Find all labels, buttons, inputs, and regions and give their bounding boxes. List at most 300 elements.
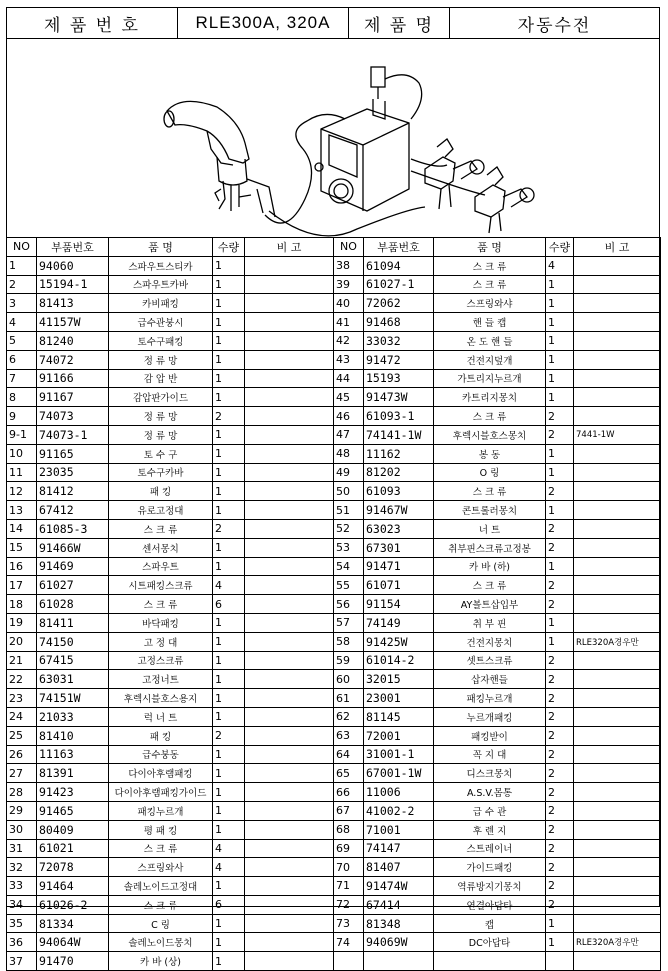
part-remark bbox=[574, 764, 661, 783]
part-name: 감압판가이드 bbox=[109, 388, 213, 407]
part-remark bbox=[245, 632, 334, 651]
part-name: 스트레이너 bbox=[434, 839, 546, 858]
table-row bbox=[7, 425, 334, 444]
part-qty: 2 bbox=[546, 801, 574, 820]
part-name: 캡 bbox=[434, 914, 546, 933]
faucet-base bbox=[217, 157, 247, 185]
table-header-row bbox=[334, 238, 661, 257]
part-name: 스 크 류 bbox=[434, 275, 546, 294]
part-name: 센서몽치 bbox=[109, 538, 213, 557]
table-row bbox=[7, 707, 334, 726]
part-no: 1 bbox=[7, 256, 37, 275]
part-remark bbox=[245, 463, 334, 482]
part-remark bbox=[245, 519, 334, 538]
part-qty: 1 bbox=[546, 557, 574, 576]
part-name: 고정스크류 bbox=[109, 651, 213, 670]
table-row bbox=[7, 839, 334, 858]
part-no: 58 bbox=[334, 632, 364, 651]
part-no: 74 bbox=[334, 933, 364, 952]
part-name: 역류방지기몽치 bbox=[434, 877, 546, 896]
product-no-label: 제 품 번 호 bbox=[7, 8, 178, 38]
part-remark bbox=[574, 877, 661, 896]
part-no: 56 bbox=[334, 595, 364, 614]
part-remark: RLE320A경우만 bbox=[574, 632, 661, 651]
table-row bbox=[7, 519, 334, 538]
table-row bbox=[7, 745, 334, 764]
part-code: 61014-2 bbox=[364, 651, 434, 670]
part-qty: 2 bbox=[213, 519, 245, 538]
part-qty: 2 bbox=[546, 670, 574, 689]
parts-table-right bbox=[333, 237, 661, 971]
angle-valve-2 bbox=[475, 185, 505, 217]
part-no: 29 bbox=[7, 801, 37, 820]
part-code: 91473W bbox=[364, 388, 434, 407]
part-code: 81410 bbox=[37, 726, 109, 745]
part-qty: 1 bbox=[546, 294, 574, 313]
part-code: 74149 bbox=[364, 613, 434, 632]
part-qty: 1 bbox=[546, 331, 574, 350]
part-name: 가이드패킹 bbox=[434, 858, 546, 877]
table-row bbox=[334, 275, 661, 294]
part-no: 68 bbox=[334, 820, 364, 839]
table-row bbox=[7, 350, 334, 369]
col-name: 품 명 bbox=[434, 238, 546, 257]
part-qty: 1 bbox=[546, 933, 574, 952]
part-code: 81348 bbox=[364, 914, 434, 933]
table-row bbox=[334, 670, 661, 689]
col-code: 부품번호 bbox=[364, 238, 434, 257]
part-remark bbox=[245, 256, 334, 275]
col-no: NO bbox=[7, 238, 37, 257]
part-code: 91465 bbox=[37, 801, 109, 820]
part-code: 81391 bbox=[37, 764, 109, 783]
table-row bbox=[7, 482, 334, 501]
part-code: 63023 bbox=[364, 519, 434, 538]
part-code: 32015 bbox=[364, 670, 434, 689]
part-qty: 1 bbox=[546, 463, 574, 482]
part-name: 평 패 킹 bbox=[109, 820, 213, 839]
part-name: AY볼트삽입부 bbox=[434, 595, 546, 614]
part-no: 8 bbox=[7, 388, 37, 407]
part-name: 꼭 지 대 bbox=[434, 745, 546, 764]
part-qty: 1 bbox=[546, 275, 574, 294]
table-row bbox=[7, 463, 334, 482]
part-name: 솔레노이드몽치 bbox=[109, 933, 213, 952]
part-code: 61027-1 bbox=[364, 275, 434, 294]
part-no: 71 bbox=[334, 877, 364, 896]
part-code: 91468 bbox=[364, 313, 434, 332]
table-row bbox=[334, 764, 661, 783]
part-qty: 1 bbox=[213, 350, 245, 369]
part-code: 74151W bbox=[37, 689, 109, 708]
part-name: 다이아후램패킹가이드 bbox=[109, 783, 213, 802]
part-code: 11006 bbox=[364, 783, 434, 802]
part-remark bbox=[245, 783, 334, 802]
part-remark bbox=[574, 689, 661, 708]
sensor-cable bbox=[265, 114, 345, 223]
part-qty: 4 bbox=[213, 576, 245, 595]
part-no: 9 bbox=[7, 407, 37, 426]
part-remark bbox=[574, 595, 661, 614]
part-name: 스 크 류 bbox=[109, 839, 213, 858]
part-no: 11 bbox=[7, 463, 37, 482]
part-remark bbox=[574, 501, 661, 520]
part-code: 81145 bbox=[364, 707, 434, 726]
parts-table-left bbox=[6, 237, 334, 971]
part-no: 31 bbox=[7, 839, 37, 858]
part-no: 39 bbox=[334, 275, 364, 294]
part-no: 24 bbox=[7, 707, 37, 726]
part-remark bbox=[245, 839, 334, 858]
part-remark bbox=[574, 350, 661, 369]
part-remark bbox=[574, 576, 661, 595]
part-qty: 4 bbox=[213, 839, 245, 858]
part-remark bbox=[574, 820, 661, 839]
part-no: 12 bbox=[7, 482, 37, 501]
table-row bbox=[7, 952, 334, 971]
table-row bbox=[334, 895, 661, 914]
part-no: 7 bbox=[7, 369, 37, 388]
part-code: 81411 bbox=[37, 613, 109, 632]
table-row bbox=[7, 313, 334, 332]
part-remark bbox=[245, 745, 334, 764]
part-name: 패킹누르개 bbox=[434, 689, 546, 708]
cable-connector bbox=[371, 67, 385, 87]
table-row bbox=[7, 557, 334, 576]
part-qty: 1 bbox=[213, 670, 245, 689]
part-qty: 1 bbox=[213, 388, 245, 407]
col-code: 부품번호 bbox=[37, 238, 109, 257]
part-remark bbox=[574, 538, 661, 557]
part-qty: 2 bbox=[546, 538, 574, 557]
part-qty: 1 bbox=[213, 482, 245, 501]
part-name: 스파우트카바 bbox=[109, 275, 213, 294]
part-qty: 1 bbox=[213, 783, 245, 802]
part-no: 59 bbox=[334, 651, 364, 670]
table-row bbox=[7, 651, 334, 670]
part-qty: 4 bbox=[213, 858, 245, 877]
part-qty: 1 bbox=[213, 651, 245, 670]
part-name: 패 킹 bbox=[109, 482, 213, 501]
part-no: 19 bbox=[7, 613, 37, 632]
part-code: 11162 bbox=[364, 444, 434, 463]
part-remark: RLE320A경우만 bbox=[574, 933, 661, 952]
part-no: 67 bbox=[334, 801, 364, 820]
part-remark bbox=[574, 463, 661, 482]
col-no: NO bbox=[334, 238, 364, 257]
part-remark bbox=[245, 444, 334, 463]
part-code: 94064W bbox=[37, 933, 109, 952]
part-no: 28 bbox=[7, 783, 37, 802]
part-remark bbox=[574, 388, 661, 407]
part-remark bbox=[245, 538, 334, 557]
part-name: 콘트롤러몽치 bbox=[434, 501, 546, 520]
part-remark bbox=[574, 519, 661, 538]
part-name: 스 크 류 bbox=[434, 482, 546, 501]
part-remark bbox=[245, 369, 334, 388]
part-no: 37 bbox=[7, 952, 37, 971]
table-row bbox=[7, 689, 334, 708]
part-qty bbox=[546, 952, 574, 971]
parts-rows-left bbox=[7, 256, 334, 970]
part-name: A.S.V.몸통 bbox=[434, 783, 546, 802]
part-code: 74072 bbox=[37, 350, 109, 369]
part-no: 49 bbox=[334, 463, 364, 482]
part-qty: 6 bbox=[213, 595, 245, 614]
part-no: 15 bbox=[7, 538, 37, 557]
table-row bbox=[334, 501, 661, 520]
assembly-drawing bbox=[6, 39, 660, 237]
table-row bbox=[334, 952, 661, 971]
part-name bbox=[434, 952, 546, 971]
part-qty: 2 bbox=[546, 707, 574, 726]
table-row bbox=[334, 914, 661, 933]
part-name: 패킹누르개 bbox=[109, 801, 213, 820]
part-no: 55 bbox=[334, 576, 364, 595]
part-code: 81413 bbox=[37, 294, 109, 313]
part-remark bbox=[574, 839, 661, 858]
part-name: 건전지덮개 bbox=[434, 350, 546, 369]
part-remark bbox=[245, 670, 334, 689]
part-code: 72078 bbox=[37, 858, 109, 877]
part-qty: 2 bbox=[546, 595, 574, 614]
part-no: 25 bbox=[7, 726, 37, 745]
part-code: 15193 bbox=[364, 369, 434, 388]
part-qty: 1 bbox=[213, 707, 245, 726]
part-no: 22 bbox=[7, 670, 37, 689]
part-code: 91474W bbox=[364, 877, 434, 896]
part-no: 63 bbox=[334, 726, 364, 745]
part-no: 73 bbox=[334, 914, 364, 933]
part-qty: 2 bbox=[546, 726, 574, 745]
part-code: 72001 bbox=[364, 726, 434, 745]
part-no: 23 bbox=[7, 689, 37, 708]
part-remark bbox=[245, 877, 334, 896]
part-code: 91166 bbox=[37, 369, 109, 388]
part-no: 33 bbox=[7, 877, 37, 896]
part-qty: 2 bbox=[546, 689, 574, 708]
part-qty: 2 bbox=[546, 425, 574, 444]
part-code: 81240 bbox=[37, 331, 109, 350]
part-qty: 2 bbox=[546, 576, 574, 595]
part-remark bbox=[245, 689, 334, 708]
part-name: 디스크몽치 bbox=[434, 764, 546, 783]
part-remark bbox=[574, 331, 661, 350]
table-row bbox=[334, 839, 661, 858]
part-code: 74073-1 bbox=[37, 425, 109, 444]
part-code: 91165 bbox=[37, 444, 109, 463]
part-name: 스 크 류 bbox=[434, 407, 546, 426]
part-qty: 1 bbox=[213, 463, 245, 482]
table-row bbox=[7, 538, 334, 557]
part-remark bbox=[574, 858, 661, 877]
part-qty: 1 bbox=[213, 444, 245, 463]
part-qty: 1 bbox=[546, 613, 574, 632]
table-row bbox=[334, 313, 661, 332]
part-no: 6 bbox=[7, 350, 37, 369]
part-code: 81334 bbox=[37, 914, 109, 933]
part-no: 26 bbox=[7, 745, 37, 764]
part-name: 럭 너 트 bbox=[109, 707, 213, 726]
part-code: 91464 bbox=[37, 877, 109, 896]
table-row bbox=[7, 764, 334, 783]
part-code: 23035 bbox=[37, 463, 109, 482]
part-no: 3 bbox=[7, 294, 37, 313]
part-code: 74150 bbox=[37, 632, 109, 651]
part-code: 61021 bbox=[37, 839, 109, 858]
part-no: 61 bbox=[334, 689, 364, 708]
part-code: 61093-1 bbox=[364, 407, 434, 426]
part-no: 34 bbox=[7, 895, 37, 914]
table-row bbox=[7, 670, 334, 689]
part-qty: 2 bbox=[546, 519, 574, 538]
part-code: 72062 bbox=[364, 294, 434, 313]
part-remark bbox=[574, 783, 661, 802]
part-remark bbox=[245, 501, 334, 520]
part-code: 91423 bbox=[37, 783, 109, 802]
part-qty: 1 bbox=[213, 369, 245, 388]
part-qty: 1 bbox=[213, 914, 245, 933]
part-no: 48 bbox=[334, 444, 364, 463]
part-code: 33032 bbox=[364, 331, 434, 350]
part-name: 삽자핸들 bbox=[434, 670, 546, 689]
part-remark bbox=[245, 482, 334, 501]
table-row bbox=[334, 820, 661, 839]
table-row bbox=[334, 482, 661, 501]
part-no: 30 bbox=[7, 820, 37, 839]
part-code: 61093 bbox=[364, 482, 434, 501]
part-name: 바닥패킹 bbox=[109, 613, 213, 632]
part-name: 후렉시블호스용지 bbox=[109, 689, 213, 708]
part-code: 61026-2 bbox=[37, 895, 109, 914]
part-no: 10 bbox=[7, 444, 37, 463]
part-no: 13 bbox=[7, 501, 37, 520]
part-name: 시트패킹스크류 bbox=[109, 576, 213, 595]
part-no: 41 bbox=[334, 313, 364, 332]
product-name: 자동수전 bbox=[517, 15, 592, 36]
part-qty: 1 bbox=[546, 501, 574, 520]
part-code: 74141-1W bbox=[364, 425, 434, 444]
part-name: 토수구패킹 bbox=[109, 331, 213, 350]
part-qty: 1 bbox=[213, 952, 245, 971]
part-code: 80409 bbox=[37, 820, 109, 839]
part-name: 스 크 류 bbox=[109, 595, 213, 614]
part-remark bbox=[574, 670, 661, 689]
table-row bbox=[7, 933, 334, 952]
col-remark: 비 고 bbox=[245, 238, 334, 257]
table-row bbox=[334, 407, 661, 426]
table-row bbox=[334, 801, 661, 820]
part-name: 카 바 (하) bbox=[434, 557, 546, 576]
table-row bbox=[334, 463, 661, 482]
part-qty: 2 bbox=[546, 783, 574, 802]
part-qty: 2 bbox=[546, 407, 574, 426]
part-name: 스파우트스티카 bbox=[109, 256, 213, 275]
part-name: 급 수 관 bbox=[434, 801, 546, 820]
part-no: 64 bbox=[334, 745, 364, 764]
part-qty: 1 bbox=[213, 820, 245, 839]
part-code: 31001-1 bbox=[364, 745, 434, 764]
part-qty: 1 bbox=[213, 294, 245, 313]
part-remark bbox=[245, 294, 334, 313]
part-name: 정 류 망 bbox=[109, 425, 213, 444]
part-code: 67412 bbox=[37, 501, 109, 520]
part-no: 53 bbox=[334, 538, 364, 557]
part-remark bbox=[574, 482, 661, 501]
part-name: 토 수 구 bbox=[109, 444, 213, 463]
table-row bbox=[334, 707, 661, 726]
part-no: 72 bbox=[334, 895, 364, 914]
part-code: 91472 bbox=[364, 350, 434, 369]
part-remark bbox=[245, 331, 334, 350]
part-no: 60 bbox=[334, 670, 364, 689]
part-name: 스파우트 bbox=[109, 557, 213, 576]
part-code: 61094 bbox=[364, 256, 434, 275]
part-code: 67301 bbox=[364, 538, 434, 557]
part-no: 18 bbox=[7, 595, 37, 614]
table-header-row bbox=[7, 238, 334, 257]
col-qty: 수량 bbox=[546, 238, 574, 257]
part-name: 스 크 류 bbox=[434, 576, 546, 595]
table-row bbox=[334, 726, 661, 745]
table-row bbox=[7, 858, 334, 877]
part-remark bbox=[574, 444, 661, 463]
part-name: 카 바 (상) bbox=[109, 952, 213, 971]
part-remark bbox=[574, 707, 661, 726]
part-name: 정 류 망 bbox=[109, 407, 213, 426]
part-no: 57 bbox=[334, 613, 364, 632]
part-no: 32 bbox=[7, 858, 37, 877]
part-code: 91154 bbox=[364, 595, 434, 614]
part-qty: 1 bbox=[213, 689, 245, 708]
part-name: 급수관붕시 bbox=[109, 313, 213, 332]
table-row bbox=[334, 350, 661, 369]
part-name: 셋트스크류 bbox=[434, 651, 546, 670]
part-no: 70 bbox=[334, 858, 364, 877]
table-row bbox=[334, 538, 661, 557]
part-name: 핸 들 캡 bbox=[434, 313, 546, 332]
part-qty: 1 bbox=[213, 877, 245, 896]
part-qty: 1 bbox=[546, 444, 574, 463]
part-no: 66 bbox=[334, 783, 364, 802]
part-qty: 1 bbox=[546, 313, 574, 332]
table-row bbox=[334, 877, 661, 896]
part-name: 스프링와사 bbox=[109, 858, 213, 877]
part-code: 21033 bbox=[37, 707, 109, 726]
part-remark bbox=[574, 294, 661, 313]
part-qty: 4 bbox=[546, 256, 574, 275]
part-qty: 1 bbox=[213, 632, 245, 651]
table-row bbox=[7, 275, 334, 294]
table-row bbox=[7, 331, 334, 350]
part-name: 감 압 반 bbox=[109, 369, 213, 388]
part-name: 고정너트 bbox=[109, 670, 213, 689]
part-qty: 2 bbox=[213, 407, 245, 426]
table-row bbox=[7, 576, 334, 595]
part-no: 52 bbox=[334, 519, 364, 538]
part-code: 74147 bbox=[364, 839, 434, 858]
part-no: 45 bbox=[334, 388, 364, 407]
part-remark bbox=[245, 557, 334, 576]
part-no bbox=[334, 952, 364, 971]
part-qty: 1 bbox=[213, 613, 245, 632]
part-qty: 1 bbox=[546, 388, 574, 407]
table-row bbox=[334, 858, 661, 877]
part-qty: 1 bbox=[213, 801, 245, 820]
table-row bbox=[334, 519, 661, 538]
part-no: 65 bbox=[334, 764, 364, 783]
table-row bbox=[334, 256, 661, 275]
